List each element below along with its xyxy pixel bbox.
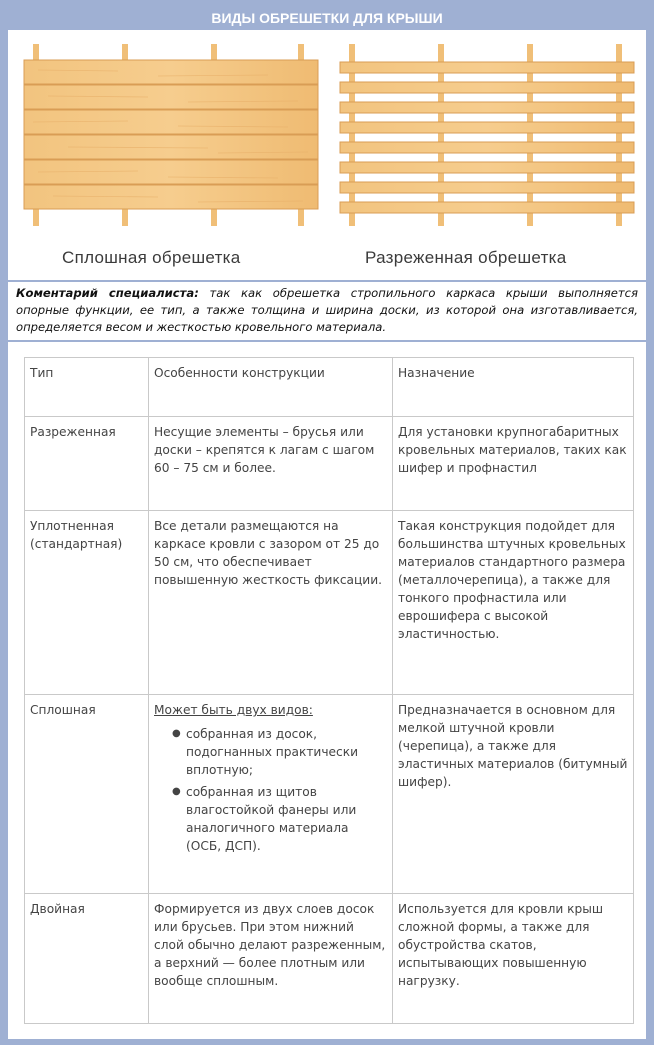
row-features: Несущие элементы – брусья или доски – крепятся к лагам с шагом 60 – 75 см и более. (149, 417, 393, 511)
features-list (154, 725, 387, 855)
row-features: Все детали размещаются на каркасе кровли с зазором от 25 до 50 см, что обеспечивает повышенную жесткость фиксации. (149, 511, 393, 695)
solid-sheathing-boards (24, 60, 318, 209)
row-purpose: Используется для кровли крыш сложной формы, а также для обустройства скатов, испытывающих повышенную нагрузку. (393, 894, 634, 1024)
header-purpose: Назначение (393, 358, 634, 417)
expert-comment (8, 280, 646, 342)
infographic-frame (8, 6, 646, 1039)
comment-label: Коментарий специалиста: (16, 286, 199, 300)
sheathing-types-table (24, 357, 634, 1024)
comment-text: так как обрешетка стропильного каркаса крыши выполняется опорные функции, ее тип, а также толщина и ширина доски, из которой она изготавливается, определяется весом и жесткостью кровельного материала. (16, 286, 638, 334)
row-features (149, 695, 393, 894)
row-features: Формируется из двух слоев досок или брусьев. При этом нижний слой обычно делают разреженным, а верхний — более плотным или вообще сплошным. (149, 894, 393, 1024)
list-item: ● собранная из щитов влагостойкой фанеры или аналогичного материала (ОСБ, ДСП). (186, 783, 387, 855)
solid-sheathing-caption: Сплошная обрешетка (62, 248, 241, 267)
illustrations (8, 30, 646, 284)
row-purpose: Предназначается в основном для мелкой штучной кровли (черепица), а также для эластичных материалов (битумный шифер). (393, 695, 634, 894)
list-item: ● собранная из досок, подогнанных практически вплотную; (186, 725, 387, 779)
sparse-sheathing-slats (340, 62, 634, 213)
row-purpose: Для установки крупногабаритных кровельных материалов, таких как шифер и профнастил (393, 417, 634, 511)
header-features: Особенности конструкции (149, 358, 393, 417)
features-intro: Может быть двух видов: (154, 703, 313, 717)
table-row (25, 417, 634, 511)
header-type: Тип (25, 358, 149, 417)
page-title: ВИДЫ ОБРЕШЕТКИ ДЛЯ КРЫШИ (8, 6, 646, 30)
sheathing-illustration (8, 30, 646, 240)
row-type: Двойная (25, 894, 149, 1024)
row-type: Сплошная (25, 695, 149, 894)
row-purpose: Такая конструкция подойдет для большинства штучных кровельных материалов стандартного размера (металлочерепица), а также для тонкого профнастила или еврошифера с высокой эластичностью. (393, 511, 634, 695)
sparse-sheathing-caption: Разреженная обрешетка (365, 248, 567, 267)
table-row (25, 695, 634, 894)
table-header-row (25, 358, 634, 417)
row-type: Уплотненная (стандартная) (25, 511, 149, 695)
row-type: Разреженная (25, 417, 149, 511)
table-row (25, 511, 634, 695)
table-row (25, 894, 634, 1024)
